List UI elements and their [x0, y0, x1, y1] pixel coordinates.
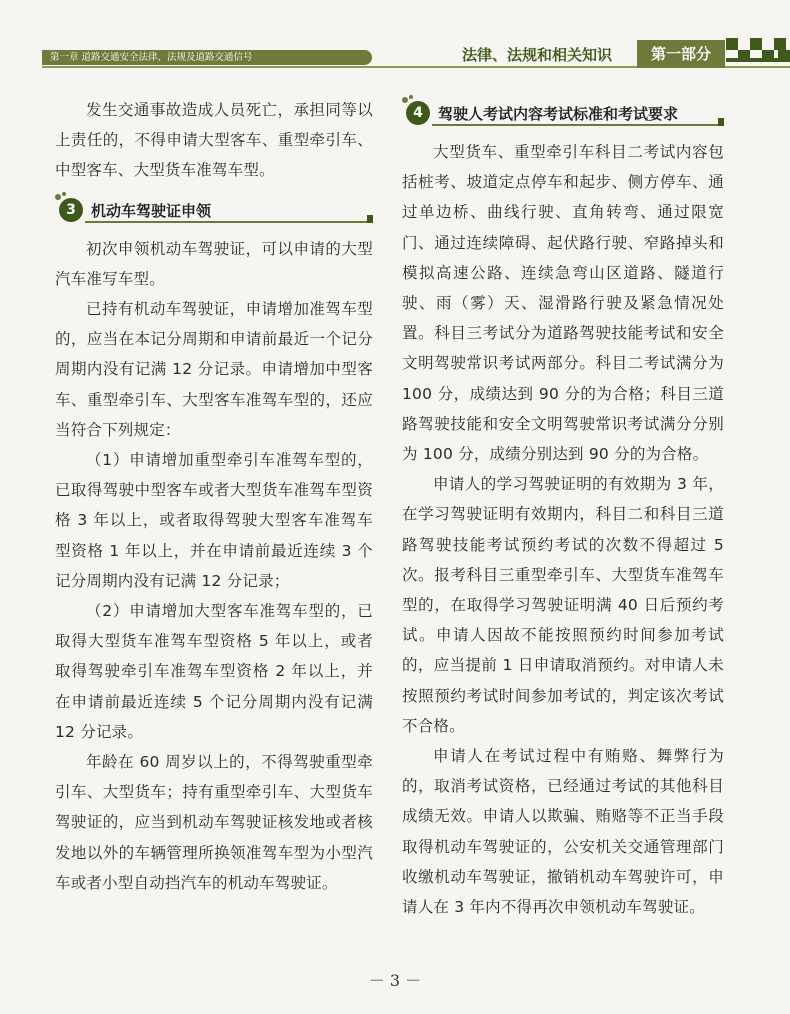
chapter-banner: 第一章 道路交通安全法律、法规及道路交通信号 [42, 50, 372, 65]
paragraph: 申请人的学习驾驶证明的有效期为 3 年，在学习驾驶证明有效期内，科目二和科目三道路驾驶技能考试预约考试的次数不得超过 5 次。报考科目三重型牵引车、大型货车准驾车型的，在取得学习驾驶证明满 40 日后预约考试。申请人因故不能按照预约时间参加考试的，应当提前 1 日申请取消预约。对申请人未按照预约考试时间参加考试的，判定该次考试不合格。 [402, 475, 724, 735]
section-title: 驾驶人考试内容考试标准和考试要求 [438, 105, 679, 123]
page-number: － 3 － [368, 971, 422, 990]
section-rule-end [718, 118, 724, 126]
section-rule [432, 124, 724, 126]
section-3-heading [55, 192, 373, 226]
paragraph: 已持有机动车驾驶证，申请增加准驾车型的，应当在本记分周期和申请前最近一个记分周期内没有记满 12 分记录。申请增加中型客车、重型牵引车、大型客车准驾车型的，还应当符合下列规定： [55, 300, 373, 439]
intro-paragraph: 发生交通事故造成人员死亡，承担同等以上责任的，不得申请大型客车、重型牵引车、中型客车、大型货车准驾车型。 [55, 101, 373, 180]
section-title: 机动车驾驶证申领 [91, 201, 212, 220]
paragraph: 年龄在 60 周岁以上的，不得驾驶重型牵引车、大型货车；持有重型牵引车、大型货车驾驶证的，应当到机动车驾驶证核发地或者核发地以外的车辆管理所换领准驾车型为小型汽车或者小型自动挡汽车的机动车驾驶证。 [55, 753, 373, 892]
paragraph: （2）申请增加大型客车准驾车型的，已取得大型货车准驾车型资格 5 年以上，或者取得驾驶牵引车准驾车型资格 2 年以上，并在申请前最近连续 5 个记分周期内没有记满 12 分记录。 [55, 602, 373, 741]
section-rule [85, 221, 373, 223]
page-header [0, 0, 790, 80]
section-4-heading [402, 95, 724, 129]
section-number-badge: 3 [59, 198, 83, 222]
checker-decoration [726, 38, 790, 70]
section-number-badge: 4 [406, 101, 430, 125]
paragraph: 初次申领机动车驾驶证，可以申请的大型汽车准写车型。 [55, 239, 373, 288]
paragraph: 大型货车、重型牵引车科目二考试内容包括桩考、坡道定点停车和起步、侧方停车、通过单边桥、曲线行驶、直角转弯、通过限宽门、通过连续障碍、起伏路行驶、窄路掉头和模拟高速公路、连续急弯山区道路、隧道行驶、雨（雾）天、湿滑路行驶及紧急情况处置。科目三考试分为道路驾驶技能考试和安全文明驾驶常识考试两部分。科目二考试满分为 100 分，成绩达到 90 分的为合格；科目三道路驾驶技能和安全文明驾驶常识考试满分分别为 100 分，成绩分别达到 90 分的为合格。 [402, 143, 724, 464]
section-rule-end [367, 215, 373, 223]
paragraph: （1）申请增加重型牵引车准驾车型的，已取得驾驶中型客车或者大型货车准驾车型资格 3 年以上，或者取得驾驶大型客车准驾车型资格 1 年以上，并在申请前最近连续 3 个记分周期内没有记满 12 分记录； [55, 451, 373, 590]
paragraph: 申请人在考试过程中有贿赂、舞弊行为的，取消考试资格，已经通过考试的其他科目成绩无效。申请人以欺骗、贿赂等不正当手段取得机动车驾驶证的，公安机关交通管理部门收缴机动车驾驶证，撤销机动车驾驶许可，申请人在 3 年内不得再次申领机动车驾驶证。 [402, 747, 724, 917]
header-title: 法律、法规和相关知识 [462, 46, 613, 64]
part-label: 第一部分 [637, 40, 725, 68]
right-column [402, 95, 724, 922]
left-column [55, 95, 373, 898]
